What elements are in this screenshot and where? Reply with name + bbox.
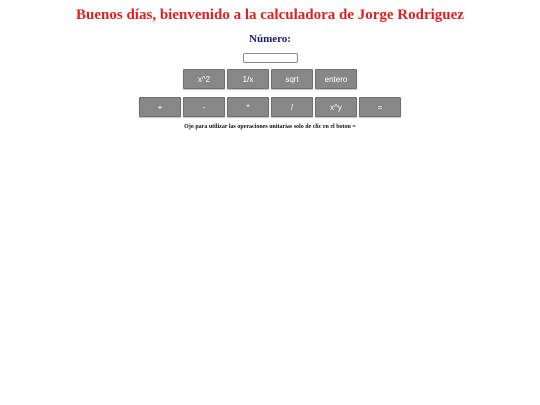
usage-note: Ojo para utilizar las operaciones unitarias solo de clic en el boton = bbox=[184, 124, 356, 130]
number-input[interactable] bbox=[243, 53, 298, 63]
unary-operations-row bbox=[0, 69, 540, 89]
sqrt-button[interactable]: sqrt bbox=[271, 69, 313, 89]
add-button[interactable]: + bbox=[139, 97, 181, 117]
integer-button[interactable]: entero bbox=[315, 69, 357, 89]
divide-button[interactable]: / bbox=[271, 97, 313, 117]
multiply-button[interactable]: * bbox=[227, 97, 269, 117]
page-title: Buenos días, bienvenido a la calculadora de Jorge Rodriguez bbox=[76, 7, 464, 23]
equals-button[interactable]: = bbox=[359, 97, 401, 117]
subtract-button[interactable]: - bbox=[183, 97, 225, 117]
reciprocal-button[interactable]: 1/x bbox=[227, 69, 269, 89]
power-button[interactable]: x^y bbox=[315, 97, 357, 117]
binary-operations-row bbox=[0, 97, 540, 117]
square-button[interactable]: x^2 bbox=[183, 69, 225, 89]
number-label: Número: bbox=[249, 33, 291, 45]
